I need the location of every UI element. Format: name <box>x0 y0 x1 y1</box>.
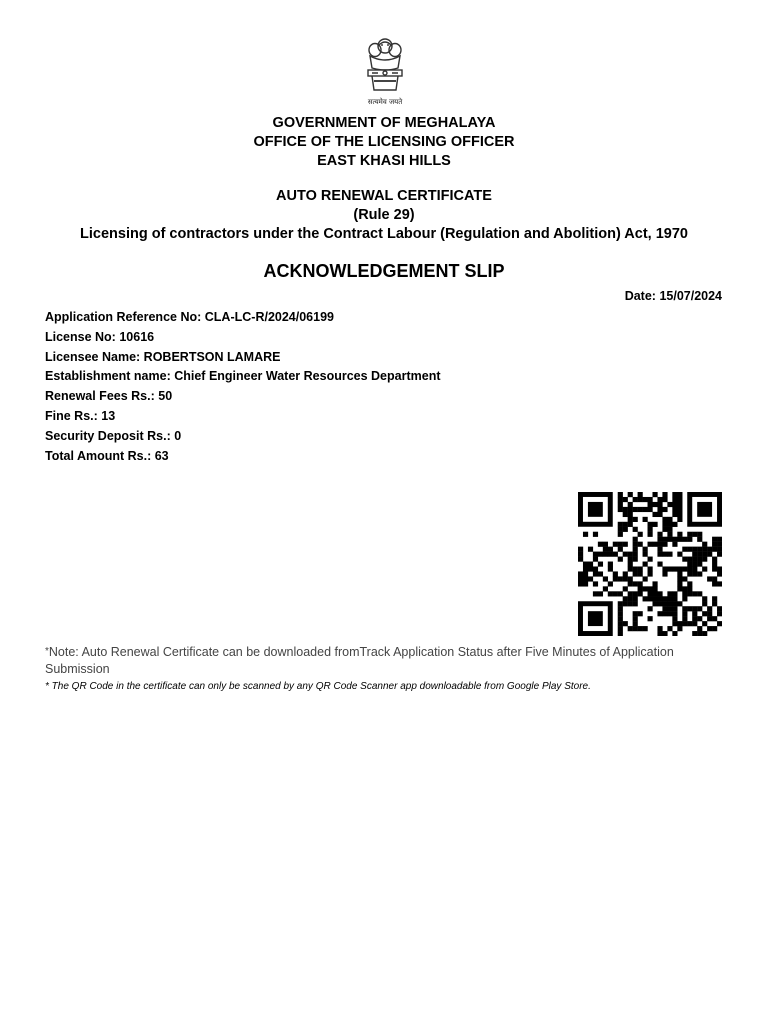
certificate-act: Licensing of contractors under the Contract Labour (Regulation and Abolition) Act, 1970 <box>80 226 688 242</box>
certificate-rule: (Rule 29) <box>353 207 415 223</box>
fine-value: 13 <box>101 408 116 423</box>
detail-row-renewal-fees <box>45 387 441 407</box>
gov-name: GOVERNMENT OF MEGHALAYA <box>272 115 496 131</box>
renewal-fees-value: 50 <box>158 389 173 404</box>
office-name: OFFICE OF THE LICENSING OFFICER <box>253 134 515 150</box>
detail-row-establishment <box>45 367 441 387</box>
date-label: Date: <box>624 289 656 303</box>
note-text: Note: Auto Renewal Certificate can be downloaded fromTrack Application Status after Five Minutes of Application Submission <box>45 645 674 676</box>
qr-code-icon <box>578 492 722 636</box>
certificate-header <box>0 187 768 244</box>
fine-label: Fine Rs.: <box>45 408 98 423</box>
establishment-label: Establishment name: <box>45 369 171 384</box>
security-deposit-value: 0 <box>174 428 182 443</box>
establishment-value: Chief Engineer Water Resources Department <box>174 369 441 384</box>
government-header <box>0 114 768 171</box>
application-details <box>45 308 441 466</box>
licensee-label: Licensee Name: <box>45 349 141 364</box>
app-ref-label: Application Reference No: <box>45 310 202 324</box>
license-value: 10616 <box>119 329 155 344</box>
slip-date <box>625 288 722 304</box>
emblem-motto: सत्यमेव जयते <box>367 98 403 106</box>
security-deposit-label: Security Deposit Rs.: <box>45 428 171 443</box>
slip-title: ACKNOWLEDGEMENT SLIP <box>263 261 505 281</box>
license-label: License No: <box>45 329 116 344</box>
total-amount-label: Total Amount Rs.: <box>45 448 152 463</box>
detail-row-security-deposit <box>45 427 441 447</box>
detail-row-total-amount <box>45 447 441 467</box>
total-amount-value: 63 <box>154 448 169 463</box>
detail-row-app-ref <box>45 308 441 328</box>
detail-row-licensee <box>45 348 441 368</box>
licensee-value: ROBERTSON LAMARE <box>143 349 281 364</box>
district-name: EAST KHASI HILLS <box>317 153 451 169</box>
certificate-title: AUTO RENEWAL CERTIFICATE <box>276 188 492 204</box>
national-emblem-icon <box>356 34 414 108</box>
app-ref-value: CLA-LC-R/2024/06199 <box>204 310 334 324</box>
download-note <box>45 643 725 678</box>
detail-row-license <box>45 328 441 348</box>
detail-row-fine <box>45 407 441 427</box>
renewal-fees-label: Renewal Fees Rs.: <box>45 389 155 404</box>
note-asterisk: * <box>45 646 49 657</box>
date-value: 15/07/2024 <box>659 289 722 303</box>
qr-scan-note: * The QR Code in the certificate can only be scanned by any QR Code Scanner app downloadable from Google Play Store. <box>45 681 591 692</box>
